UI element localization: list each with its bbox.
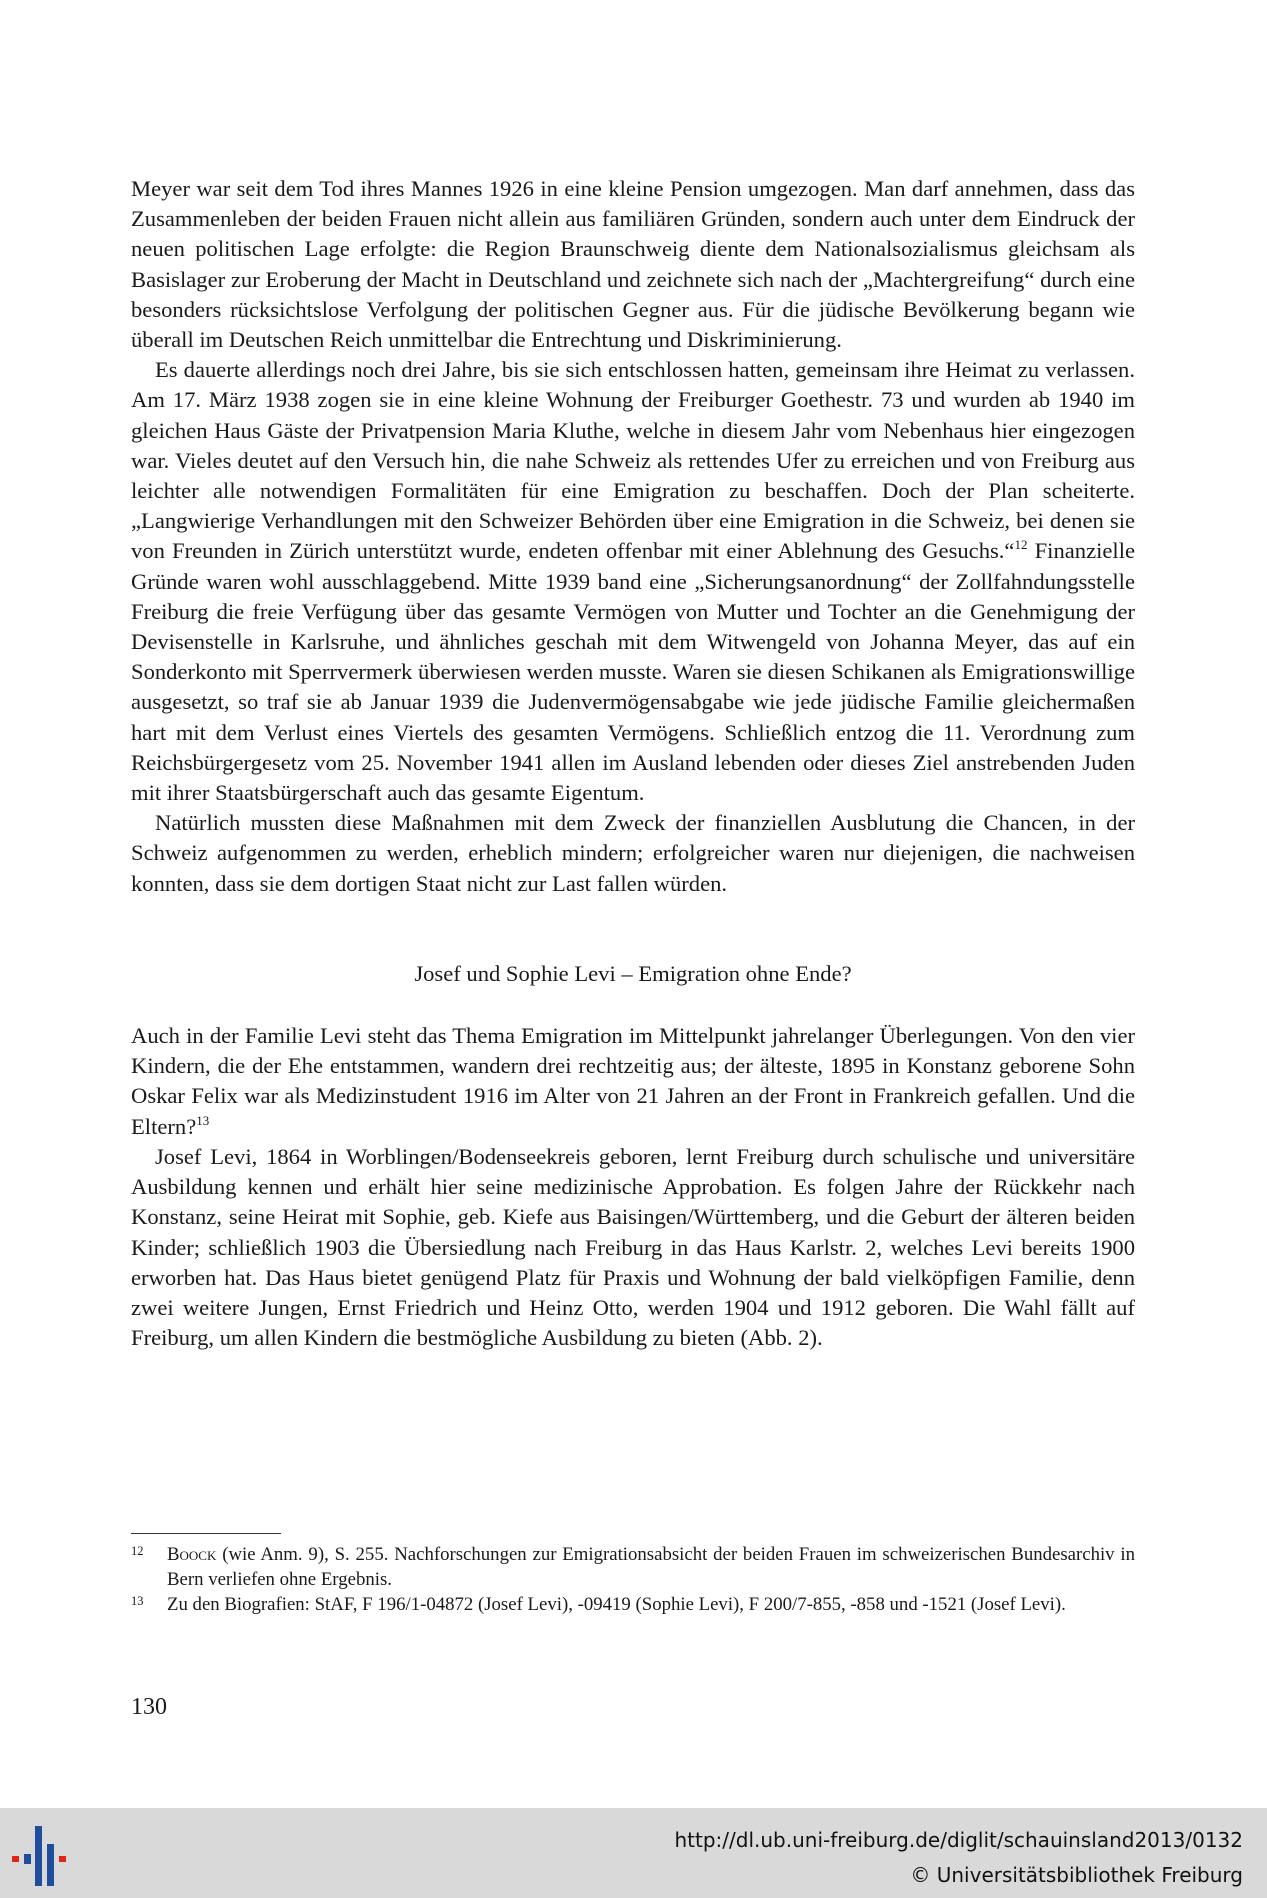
footnote-ref[interactable]: 13 — [196, 1112, 210, 1128]
footnote — [131, 1542, 1135, 1592]
footnote-ref[interactable]: 12 — [1014, 537, 1028, 553]
footnote-text — [167, 1542, 1135, 1592]
footer-bar — [0, 1808, 1267, 1898]
footnote-number: 13 — [131, 1594, 144, 1608]
paragraph: Josef Levi, 1864 in Worblingen/Bodenseekreis geboren, lernt Freiburg durch schulische und universitäre Ausbildung kennen und erhält hier seine medizinische Approbation. Es folgen Jahre der Rückkehr nach Konstanz, seine Heirat mit Sophie, geb. Kiefe aus Baisingen/Württemberg, und die Geburt der älteren beiden Kinder; schließlich 1903 die Übersiedlung nach Freiburg in das Haus Karlstr. 2, welches Levi bereits 1900 erworben hat. Das Haus bietet genügend Platz für Praxis und Wohnung der bald vielköpfigen Familie, denn zwei weitere Jungen, Ernst Friedrich und Heinz Otto, werden 1904 und 1912 geboren. Die Wahl fällt auf Freiburg, um allen Kindern die bestmögliche Ausbildung zu bieten (Abb. 2). — [131, 1143, 1135, 1351]
paragraph: Natürlich mussten diese Maßnahmen mit dem Zweck der finanziellen Ausblutung die Chancen, in der Schweiz aufgenommen zu werden, erheblich mindern; erfolgreicher waren nur diejenigen, die nachweisen konnten, dass sie dem dortigen Staat nicht zur Last fallen würden. — [131, 810, 1135, 896]
footnote — [131, 1592, 1135, 1617]
ub-freiburg-logo-icon[interactable] — [0, 1822, 90, 1890]
paragraph — [131, 1021, 1135, 1142]
paragraph: Meyer war seit dem Tod ihres Mannes 1926 in eine kleine Pension umgezogen. Man darf annehmen, dass das Zusammenleben der beiden Frauen nicht allein aus familiären Gründen, sondern auch unter dem Eindruck der neuen politischen Lage erfolgte: die Region Braunschweig diente dem Nationalsozialismus gleichsam als Basislager zur Eroberung der Macht in Deutschland und zeichnete sich nach der „Machtergreifung“ durch eine besonders rücksichtslose Verfolgung der politischen Gegner aus. Für die jüdische Bevölkerung begann wie überall im Deutschen Reich unmittelbar die Entrechtung und Diskriminierung. — [131, 176, 1135, 353]
footnotes — [131, 1542, 1135, 1617]
footnote-body: (wie Anm. 9), S. 255. Nachforschungen zur Emigrationsabsicht der beiden Frauen im schweizerischen Bundesarchiv in Bern verliefen ohne Ergebnis. — [167, 1544, 1135, 1590]
paragraph-text: Finanzielle Gründe waren wohl ausschlaggebend. Mitte 1939 band eine „Sicherungsanordnung“ der Zollfahndungsstelle Freiburg die freie Verfügung über das gesamte Vermögen von Mutter und Tochter an die Genehmigung der Devisenstelle in Karlsruhe, und ähnliches geschah mit dem Witwengeld von Johanna Meyer, das auf ein Sonderkonto mit Sperrvermerk überwiesen werden musste. Waren sie diesen Schikanen als Emigrationswillige ausgesetzt, so traf sie ab Januar 1939 die Judenvermögensabgabe wie jede jüdische Familie gleichermaßen hart mit dem Verlust eines Viertels des gesamten Vermögens. Schließlich entzog die 11. Verordnung zum Reichsbürgergesetz vom 25. November 1941 allen im Ausland lebenden oder dieses Ziel anstrebenden Juden mit ihrer Staatsbürgerschaft auch das gesamte Eigentum. — [131, 538, 1136, 806]
section-heading: Josef und Sophie Levi – Emigration ohne Ende? — [414, 960, 852, 986]
paragraph-text: Es dauerte allerdings noch drei Jahre, bis sie sich entschlossen hatten, gemeinsam ihre Heimat zu verlassen. Am 17. März 1938 zogen sie in eine kleine Wohnung der Freiburger Goethestr. 73 und wurden ab 1940 im gleichen Haus Gäste der Privatpension Maria Kluthe, welche in diesem Jahr vom Nebenhaus hier eingezogen war. Vieles deutet auf den Versuch hin, die nahe Schweiz als rettendes Ufer zu erreichen und von Freiburg aus leichter alle notwendigen Formalitäten für eine Emigration zu beschaffen. Doch der Plan scheiterte. „Langwierige Verhandlungen mit den Schweizer Behörden über eine Emigration in die Schweiz, bei denen sie von Freunden in Zürich unterstützt wurde, endeten offenbar mit einer Ablehnung des Gesuchs.“ — [131, 357, 1135, 564]
paragraph-text: Auch in der Familie Levi steht das Thema Emigration im Mittelpunkt jahrelanger Überlegungen. Von den vier Kindern, die der Ehe entstammen, wandern drei rechtzeitig aus; der älteste, 1895 in Konstanz geborene Sohn Oskar Felix war als Medizinstudent 1916 im Alter von 21 Jahren an der Front in Frankreich gefallen. Und die Eltern? — [131, 1023, 1135, 1139]
footer-url-link[interactable]: http://dl.ub.uni-freiburg.de/diglit/schauinsland2013/0132 — [674, 1828, 1243, 1852]
footnote-divider — [131, 1533, 281, 1534]
main-text — [131, 174, 1135, 1353]
footnote-text: Zu den Biografien: StAF, F 196/1-04872 (Josef Levi), -09419 (Sophie Levi), F 200/7-855, -858 und -1521 (Josef Levi). — [167, 1594, 1066, 1615]
page-number: 130 — [131, 1694, 167, 1720]
footer-copyright: © Universitätsbibliothek Freiburg — [910, 1863, 1243, 1887]
paragraph — [131, 355, 1135, 808]
footnote-number: 12 — [131, 1544, 144, 1558]
footnote-author: Boock — [167, 1544, 217, 1565]
